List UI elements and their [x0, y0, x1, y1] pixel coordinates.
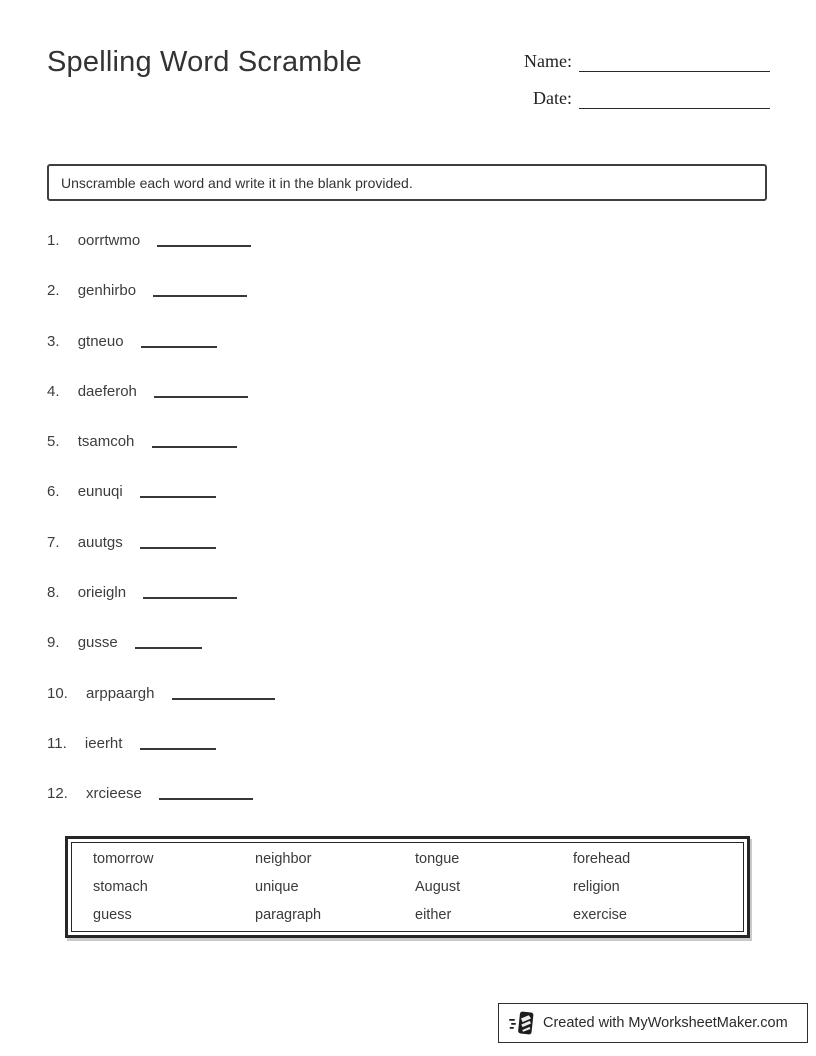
scrambled-word: orieigln — [77, 584, 127, 602]
date-fill-line[interactable] — [579, 88, 770, 109]
word-bank-word: paragraph — [255, 907, 322, 923]
worksheet-maker-logo-icon — [509, 1010, 536, 1037]
footer-credit-box — [498, 1003, 808, 1043]
name-row — [470, 50, 770, 72]
scrambled-word: gtneuo — [77, 332, 124, 350]
scrambled-word: gusse — [77, 634, 118, 652]
scramble-item — [47, 280, 547, 301]
word-bank-word: religion — [573, 879, 620, 895]
scrambled-word: xrcieese — [86, 785, 142, 803]
answer-blank[interactable] — [154, 383, 248, 398]
scrambled-word: genhirbo — [77, 282, 137, 300]
item-number: 3. — [47, 332, 60, 350]
scramble-item — [47, 582, 547, 603]
answer-blank[interactable] — [135, 634, 202, 649]
word-bank-word: August — [415, 879, 461, 895]
scramble-item — [47, 230, 547, 251]
item-number: 2. — [47, 282, 60, 300]
answer-blank[interactable] — [143, 584, 237, 599]
item-number: 7. — [47, 533, 60, 551]
page-title: Spelling Word Scramble — [47, 46, 362, 78]
answer-blank[interactable] — [140, 735, 216, 750]
item-number: 8. — [47, 584, 60, 602]
word-bank-word: stomach — [93, 879, 148, 895]
item-number: 4. — [47, 382, 60, 400]
word-bank-word: tomorrow — [93, 851, 154, 867]
word-bank-word: tongue — [415, 851, 460, 867]
scrambled-word: arppaargh — [86, 684, 155, 702]
date-label: Date: — [533, 88, 572, 108]
word-bank-word: unique — [255, 879, 299, 895]
scrambled-word: oorrtwmo — [77, 232, 141, 249]
instruction-box — [47, 164, 767, 201]
item-number: 11. — [47, 734, 67, 752]
word-bank-word: guess — [93, 907, 132, 923]
word-bank — [65, 836, 750, 938]
answer-blank[interactable] — [140, 483, 216, 498]
item-number: 6. — [47, 483, 60, 501]
word-bank-word: neighbor — [255, 851, 312, 867]
scramble-item — [47, 481, 547, 502]
scrambled-word: ieerht — [84, 734, 123, 752]
answer-blank[interactable] — [157, 232, 251, 247]
credit-text: Created with MyWorksheetMaker.com — [543, 1015, 788, 1031]
item-number: 9. — [47, 634, 60, 652]
scramble-item — [47, 632, 547, 653]
answer-blank[interactable] — [159, 785, 253, 800]
scramble-item — [47, 733, 547, 754]
scrambled-word: daeferoh — [77, 382, 137, 400]
scramble-item — [47, 431, 547, 452]
scrambled-word: tsamcoh — [77, 433, 135, 451]
name-label: Name: — [524, 51, 572, 71]
item-number: 5. — [47, 433, 60, 451]
scramble-item — [47, 683, 547, 704]
word-bank-grid — [72, 845, 743, 929]
scrambled-word: eunuqi — [77, 483, 123, 501]
name-fill-line[interactable] — [579, 51, 770, 72]
answer-blank[interactable] — [140, 534, 216, 549]
word-bank-word: forehead — [573, 851, 631, 867]
answer-blank[interactable] — [172, 685, 275, 700]
word-bank-word: either — [415, 907, 452, 923]
scramble-list — [47, 230, 547, 834]
scrambled-word: auutgs — [77, 533, 123, 551]
item-number: 1. — [47, 232, 60, 249]
instruction-text: Unscramble each word and write it in the blank provided. — [61, 174, 413, 191]
scramble-item — [47, 381, 547, 402]
word-bank-word: exercise — [573, 907, 627, 923]
scramble-item — [47, 783, 547, 804]
scramble-item — [47, 331, 547, 352]
word-bank-inner-border — [71, 842, 744, 932]
date-row — [470, 87, 770, 109]
scramble-item — [47, 532, 547, 553]
item-number: 12. — [47, 785, 68, 803]
answer-blank[interactable] — [141, 333, 217, 348]
item-number: 10. — [47, 684, 68, 702]
answer-blank[interactable] — [153, 282, 247, 297]
name-date-block — [470, 50, 770, 124]
answer-blank[interactable] — [152, 433, 237, 448]
